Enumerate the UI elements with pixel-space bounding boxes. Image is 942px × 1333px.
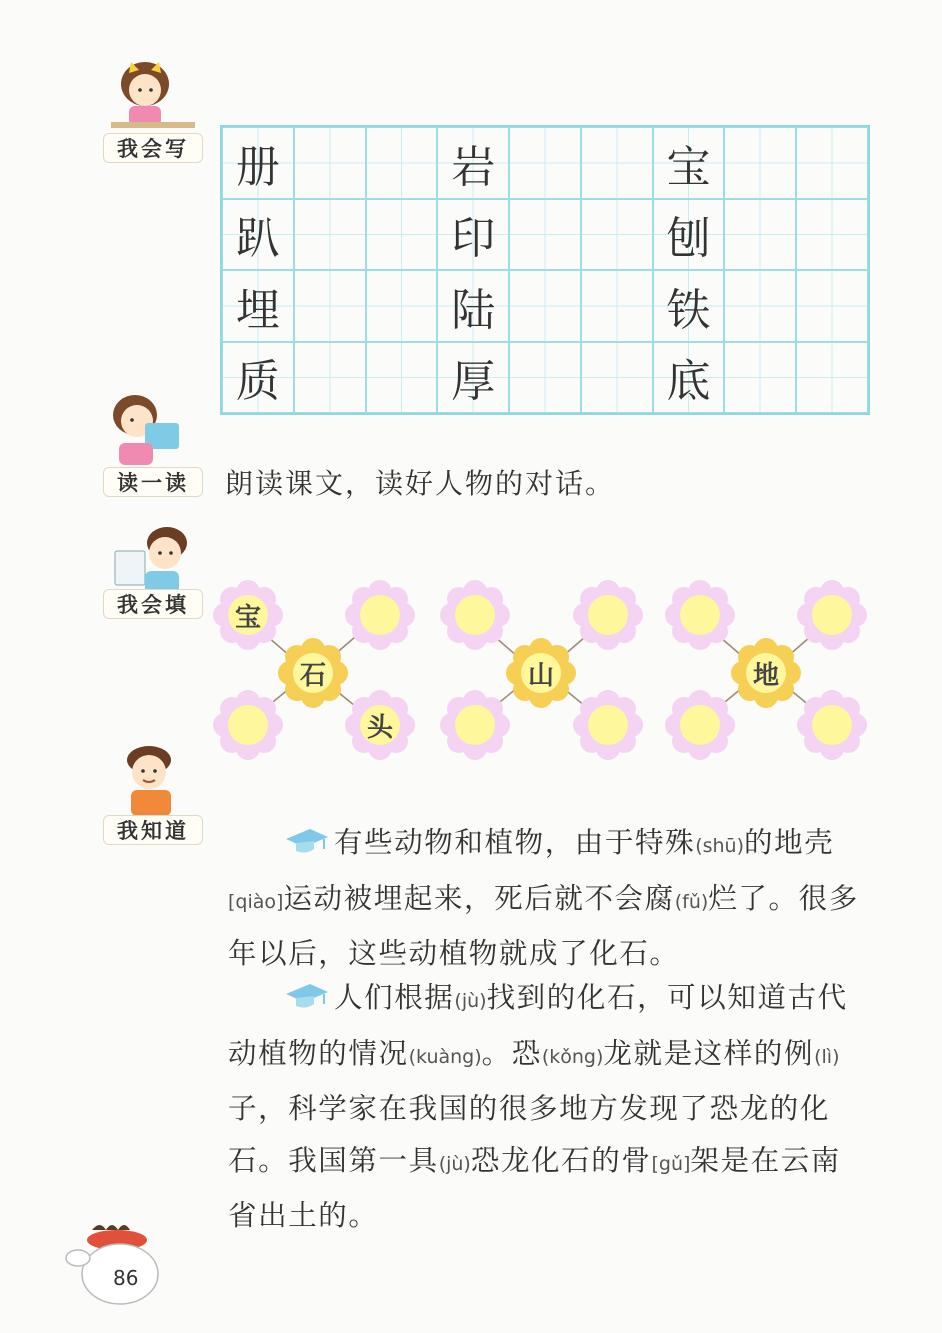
pinyin: (kǒng) xyxy=(541,1045,604,1068)
para2-text-e: 子，科学家在我国的很多地方发现了恐龙的化石。我国第一具 xyxy=(228,1092,831,1177)
orange-flower xyxy=(278,638,348,708)
flower-char xyxy=(440,580,510,650)
pink-flower xyxy=(665,690,735,760)
para2-text-a: 人们根据 xyxy=(334,981,455,1014)
pinyin: (fǔ) xyxy=(674,890,709,913)
para2-text-b: 找到的化石，可以知道古代动植物的情况 xyxy=(228,981,848,1070)
grid-cell: 质 xyxy=(222,342,294,414)
pink-flower xyxy=(797,580,867,650)
pinyin: (kuàng) xyxy=(408,1045,482,1068)
para2-text-g: 架是在云南省出土的。 xyxy=(228,1143,841,1232)
grid-cell: 厚 xyxy=(437,342,509,414)
read-instruction: 朗读课文，读好人物的对话。 xyxy=(225,467,616,500)
para2-text-d: 龙就是这样的例 xyxy=(603,1036,815,1070)
pink-flower xyxy=(797,690,867,760)
para1-text-d: 烂了。很多年以后，这些动植物就成了化石。 xyxy=(228,881,859,970)
pink-flower xyxy=(345,580,415,650)
grid-cell: 刨 xyxy=(653,199,725,271)
orange-flower xyxy=(506,638,576,708)
grid-cell: 趴 xyxy=(222,199,294,271)
para1-text-b: 的地壳 xyxy=(744,826,835,859)
flower-char xyxy=(797,580,867,650)
section-label-fill: 我会填 xyxy=(103,589,203,619)
pinyin: [qiào] xyxy=(228,890,284,913)
graduation-cap-icon xyxy=(284,827,330,855)
pink-flower xyxy=(573,690,643,760)
pinyin: (shū) xyxy=(695,835,745,857)
flower-char xyxy=(665,580,735,650)
grid-cell: 底 xyxy=(653,342,725,414)
pink-flower xyxy=(213,690,283,760)
para1-text-c: 运动被埋起来，死后就不会腐 xyxy=(283,881,675,915)
flower-char xyxy=(573,580,643,650)
knowledge-paragraph-1 xyxy=(228,817,868,980)
pinyin: [gǔ] xyxy=(651,1152,691,1175)
grid-cell: 铁 xyxy=(653,270,725,342)
flower-char xyxy=(797,690,867,760)
pinyin: (jù) xyxy=(438,1152,471,1175)
grid-cell: 埋 xyxy=(222,270,294,342)
flower-char xyxy=(440,690,510,760)
grid-cell: 宝 xyxy=(653,127,725,199)
grid-cell: 印 xyxy=(437,199,509,271)
flower-char xyxy=(573,690,643,760)
pink-flower xyxy=(665,580,735,650)
pink-flower xyxy=(573,580,643,650)
orange-flower xyxy=(731,638,801,708)
pink-flower xyxy=(440,580,510,650)
pink-flower xyxy=(213,580,283,650)
grid-cell: 陆 xyxy=(437,270,509,342)
flower-char: 宝 xyxy=(234,602,261,633)
flower-char xyxy=(665,690,735,760)
para2-text-c: 。恐 xyxy=(481,1036,542,1070)
flower-char xyxy=(213,690,283,760)
boy-thinking-illustration xyxy=(105,738,200,823)
flower-char xyxy=(345,580,415,650)
mascot-illustration xyxy=(62,1218,162,1308)
pinyin: (lì) xyxy=(814,1045,840,1068)
flower-char: 石 xyxy=(299,660,326,691)
section-label-read: 读一读 xyxy=(103,467,203,497)
section-label-write: 我会写 xyxy=(103,133,203,163)
flower-char: 头 xyxy=(366,712,393,743)
pink-flower xyxy=(440,690,510,760)
grid-cell: 岩 xyxy=(437,127,509,199)
section-label-know: 我知道 xyxy=(103,815,203,845)
page-number: 86 xyxy=(113,1266,139,1290)
flower-char: 地 xyxy=(752,660,779,691)
para1-text-a: 有些动物和植物，由于特殊 xyxy=(334,826,696,859)
pink-flower xyxy=(345,690,415,760)
grid-cell: 册 xyxy=(222,127,294,199)
para2-text-f: 恐龙化石的骨 xyxy=(470,1143,652,1177)
graduation-cap-icon xyxy=(284,982,330,1010)
knowledge-paragraph-2 xyxy=(228,972,868,1242)
pinyin: (jù) xyxy=(454,990,487,1012)
flower-char: 山 xyxy=(527,660,554,691)
